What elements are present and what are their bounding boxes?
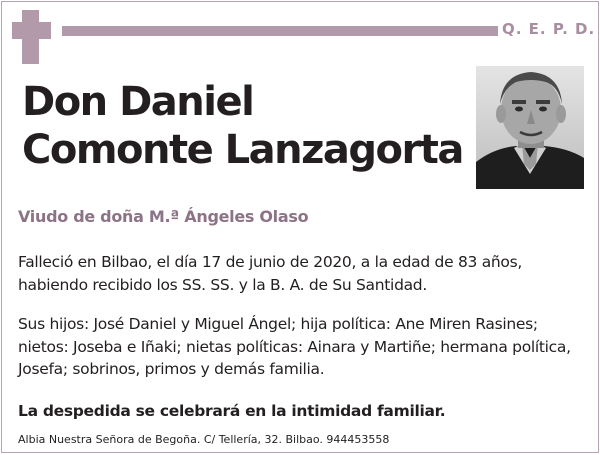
name-line-1: Don Daniel [22, 79, 254, 125]
cross-icon-bar [12, 22, 51, 39]
farewell-notice: La despedida se celebrará en la intimidad familiar. [18, 402, 446, 420]
qepd-label: Q. E. P. D. [502, 20, 596, 38]
portrait-photo [476, 66, 584, 189]
funeral-home-address: Albia Nuestra Señora de Begoña. C/ Tellería, 32. Bilbao. 944453558 [18, 433, 390, 446]
header-rule [62, 26, 498, 36]
death-announcement: Falleció en Bilbao, el día 17 de junio de 2020, a la edad de 83 años, habiendo recibido los SS. SS. y la B. A. de Su Santidad. [18, 253, 523, 294]
obituary-card [1, 1, 599, 453]
widow-subtitle: Viudo de doña M.ª Ángeles Olaso [18, 207, 309, 226]
deceased-name [22, 78, 472, 174]
name-line-2: Comonte Lanzagorta [22, 127, 463, 173]
family-list: Sus hijos: José Daniel y Miguel Ángel; hija política: Ane Miren Rasines; nietos: Joseba e Iñaki; nietas políticas: Ainara y Martiñe; hermana política, Josefa; sobrinos, primos y demás familia. [18, 315, 571, 378]
